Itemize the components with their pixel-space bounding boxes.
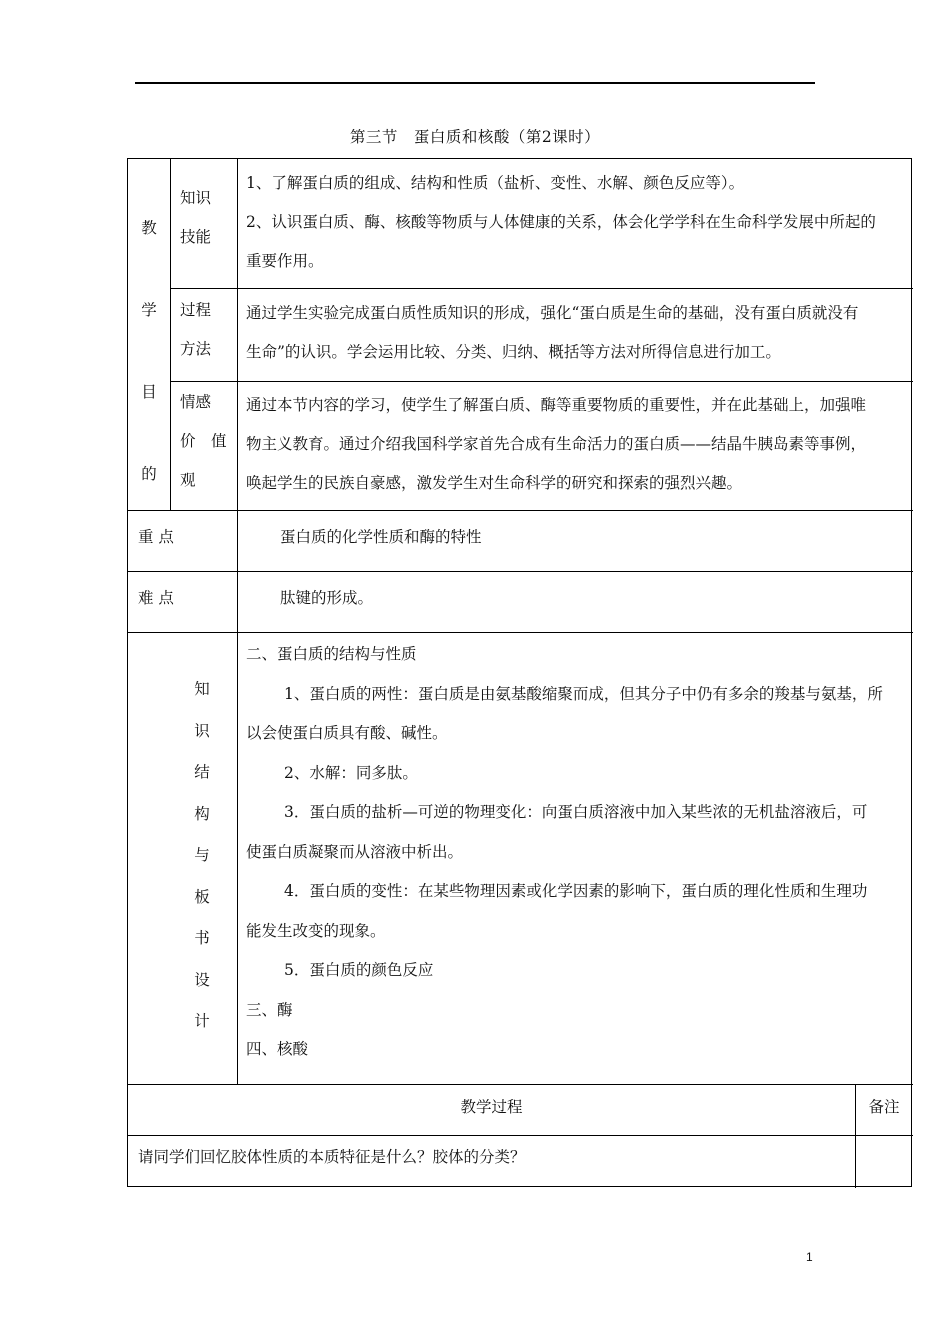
row-divider (128, 1135, 913, 1136)
row-divider (128, 571, 913, 572)
notes-header: 备注 (868, 1098, 900, 1116)
process-methods-label: 过程 方法 (180, 301, 212, 358)
process-methods-text: 通过学生实验完成蛋白质性质知识的形成，强化“蛋白质是生命的基础，没有蛋白质就没有 生命”的认识。学会运用比较、分类、归纳、概括等方法对所得信息进行加工。 (246, 304, 859, 361)
column-divider (237, 159, 238, 1084)
header-rule (135, 82, 815, 84)
row-divider (170, 288, 913, 289)
section-heading: 三、酶 (246, 1000, 293, 1019)
difficulty-label: 难 点 (138, 589, 174, 607)
knowledge-skills-text: 1、了解蛋白质的组成、结构和性质（盐析、变性、水解、颜色反应等）。 2、认识蛋白质、酶、核酸等物质与人体健康的关系，体会化学学科在生命科学发展中所起的 重要作用。 (246, 174, 876, 270)
difficulty-value: 肽键的形成。 (280, 589, 374, 607)
row-divider (170, 381, 913, 382)
document-title: 第三节 蛋白质和核酸（第2课时） (349, 128, 601, 146)
key-point-label: 重 点 (138, 528, 174, 546)
section-heading: 二、蛋白质的结构与性质 (246, 645, 417, 663)
objectives-group-label: 教 学 目 的 (141, 219, 157, 483)
board-design-content: 二、蛋白质的结构与性质 1、蛋白质的两性：蛋白质是由氨基酸缩聚而成，但其分子中仍有多余的羧基与氨基，所 以会使蛋白质具有酸、碱性。 2、水解：同多肽。 3．蛋白质的盐析—可逆的物理变化：向蛋白质溶液中加入某些浓的无机盐溶液后，可 使蛋白质凝聚而从溶液中析出。 4．蛋白质的变性：在某些物理因素或化学因素的影响下，蛋白质的理化性质和生理功 能发生改变的现象。 5．蛋白质的颜色反应 三、酶 四、核酸 (246, 635, 908, 1070)
knowledge-skills-label: 知识 技能 (180, 189, 212, 246)
page-number: 1 (806, 1250, 813, 1264)
row-divider (128, 510, 913, 511)
emotion-values-label: 情感 价 值 观 (180, 393, 227, 489)
row-divider (128, 1084, 913, 1085)
structure-label: 知 识 结 构 与 板 书 设 计 (194, 680, 210, 1030)
teaching-process-header: 教学过程 (460, 1098, 523, 1116)
key-point-value: 蛋白质的化学性质和酶的特性 (280, 528, 482, 546)
lesson-plan-table (127, 158, 912, 1187)
row-divider (128, 632, 913, 633)
teaching-process-row: 请同学们回忆胶体性质的本质特征是什么？胶体的分类？ (138, 1148, 526, 1166)
section-heading: 四、核酸 (246, 1040, 309, 1058)
emotion-values-text: 通过本节内容的学习，使学生了解蛋白质、酶等重要物质的重要性，并在此基础上，加强唯 物主义教育。通过介绍我国科学家首先合成有生命活力的蛋白质——结晶牛胰岛素等事例， 唤起学生的民族自豪感，激发学生对生命科学的研究和探索的强烈兴趣。 (246, 396, 867, 492)
column-divider (170, 159, 171, 510)
